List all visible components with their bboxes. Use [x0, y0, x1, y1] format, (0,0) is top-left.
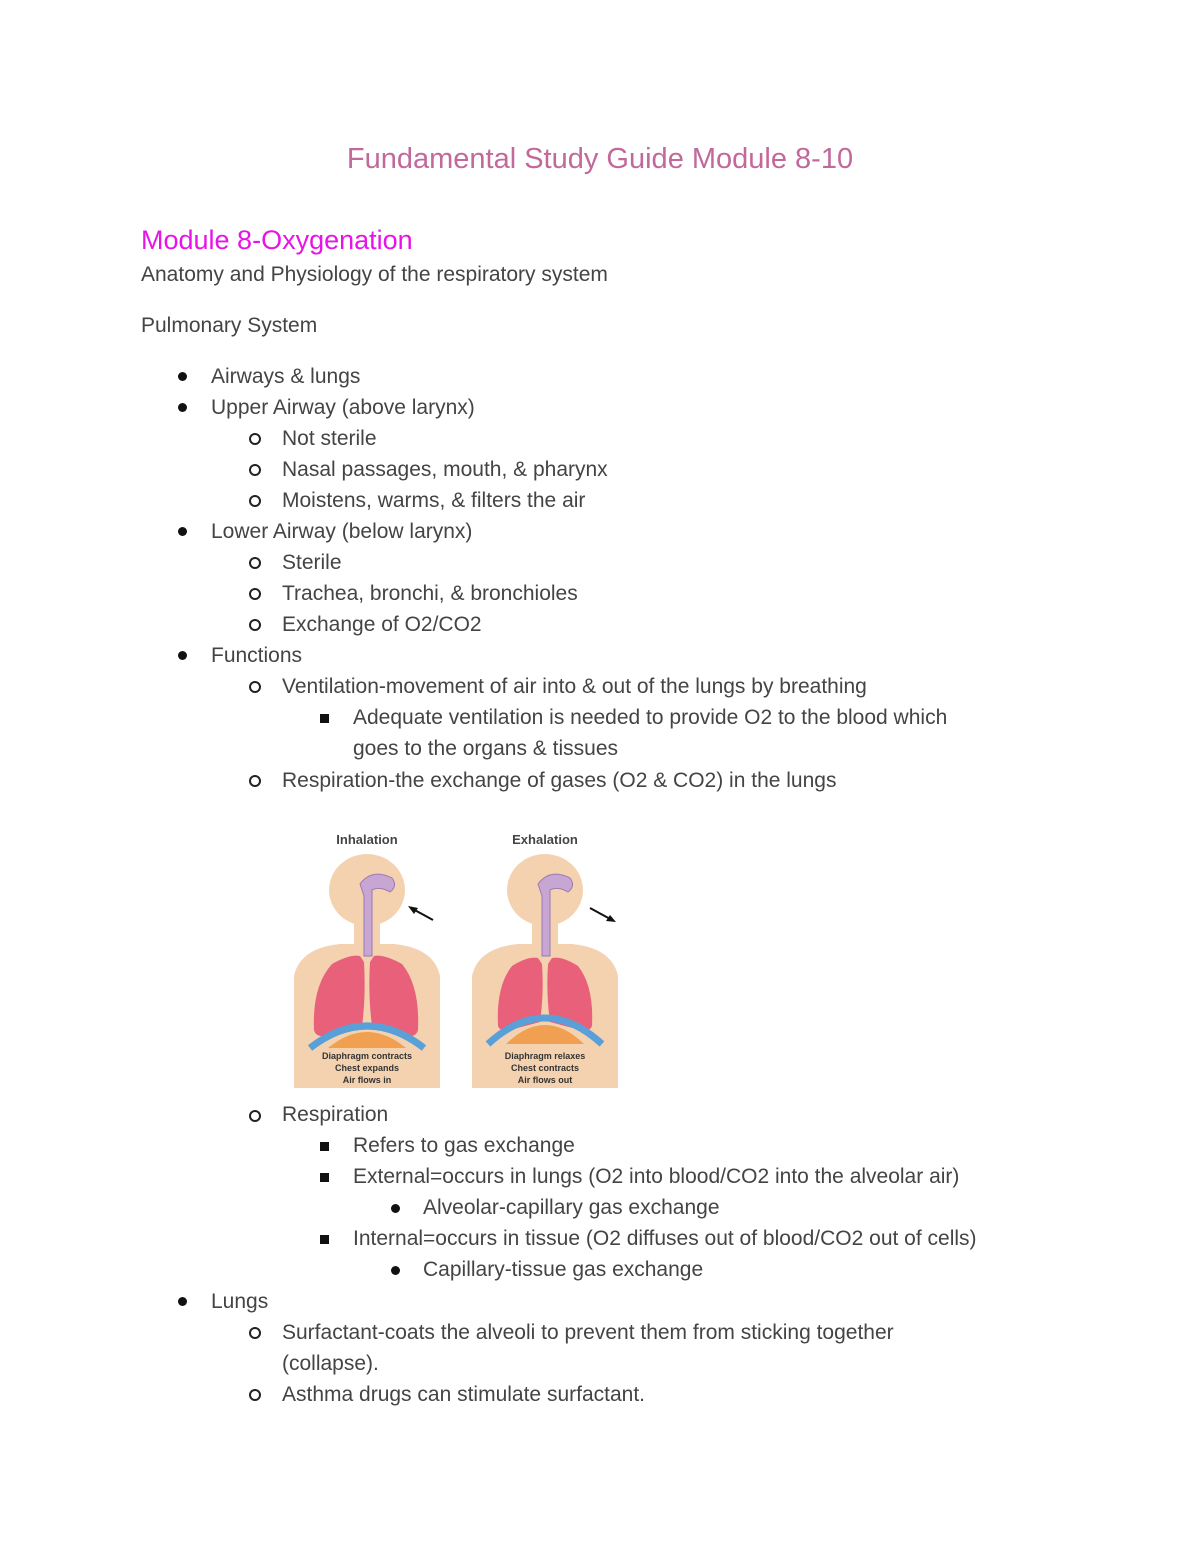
circle-bullet-icon [249, 1327, 261, 1339]
bullet-icon [391, 1204, 400, 1213]
inhalation-caption-2: Chest expands [334, 1063, 400, 1073]
bullet-icon [178, 651, 187, 660]
list-item: Lungs [211, 1290, 269, 1313]
list-item: Not sterile [282, 427, 377, 450]
intro-text: Anatomy and Physiology of the respiratory system [141, 263, 608, 286]
list-item: Upper Airway (above larynx) [211, 396, 475, 419]
list-item: Functions [211, 644, 303, 667]
exhalation-caption-2: Chest contracts [510, 1063, 580, 1073]
list-item: Adequate ventilation is needed to provide O2 to the blood which [353, 706, 948, 729]
list-item: Exchange of O2/CO2 [282, 613, 482, 636]
list-item: Respiration-the exchange of gases (O2 & CO2) in the lungs [282, 769, 837, 792]
list-item: Nasal passages, mouth, & pharynx [282, 458, 608, 481]
circle-bullet-icon [249, 464, 261, 476]
list-item: Respiration [282, 1103, 389, 1126]
exhalation-label: Exhalation [512, 832, 578, 847]
circle-bullet-icon [249, 557, 261, 569]
square-bullet-icon [320, 1235, 329, 1244]
exhalation-figure [472, 832, 618, 1088]
circle-bullet-icon [249, 1110, 261, 1122]
list-item: Sterile [282, 551, 342, 574]
square-bullet-icon [320, 1173, 329, 1182]
respiration-diagram [280, 826, 630, 1090]
bullet-icon [178, 372, 187, 381]
list-item-continuation: goes to the organs & tissues [353, 737, 618, 760]
circle-bullet-icon [249, 433, 261, 445]
bullet-icon [178, 527, 187, 536]
list-item: Surfactant-coats the alveoli to prevent them from sticking together [282, 1321, 894, 1344]
list-item: Moistens, warms, & filters the air [282, 489, 586, 512]
bullet-icon [178, 1297, 187, 1306]
list-item: Alveolar-capillary gas exchange [423, 1196, 720, 1219]
list-item: Airways & lungs [211, 365, 361, 388]
inhalation-figure [294, 832, 440, 1088]
section-heading: Pulmonary System [141, 314, 318, 337]
list-item: Refers to gas exchange [353, 1134, 575, 1157]
circle-bullet-icon [249, 681, 261, 693]
circle-bullet-icon [249, 495, 261, 507]
square-bullet-icon [320, 1142, 329, 1151]
list-item: Ventilation-movement of air into & out of the lungs by breathing [282, 675, 867, 698]
exhalation-caption-1: Diaphragm relaxes [504, 1051, 586, 1061]
square-bullet-icon [320, 714, 329, 723]
circle-bullet-icon [249, 619, 261, 631]
list-item: Internal=occurs in tissue (O2 diffuses out of blood/CO2 out of cells) [353, 1227, 977, 1250]
module-heading: Module 8-Oxygenation [141, 225, 413, 255]
list-item: Trachea, bronchi, & bronchioles [282, 582, 578, 605]
bullet-icon [178, 403, 187, 412]
inhalation-label: Inhalation [336, 832, 398, 847]
list-item: Lower Airway (below larynx) [211, 520, 473, 543]
list-item: External=occurs in lungs (O2 into blood/CO2 into the alveolar air) [353, 1165, 960, 1188]
exhalation-caption-3: Air flows out [517, 1075, 573, 1085]
circle-bullet-icon [249, 588, 261, 600]
inhalation-caption-1: Diaphragm contracts [321, 1051, 413, 1061]
list-item: Asthma drugs can stimulate surfactant. [282, 1383, 645, 1406]
inhalation-caption-3: Air flows in [342, 1075, 392, 1085]
circle-bullet-icon [249, 1389, 261, 1401]
circle-bullet-icon [249, 775, 261, 787]
list-item: Capillary-tissue gas exchange [423, 1258, 704, 1281]
page-title: Fundamental Study Guide Module 8-10 [346, 143, 854, 175]
list-item-continuation: (collapse). [282, 1352, 379, 1375]
bullet-icon [391, 1266, 400, 1275]
